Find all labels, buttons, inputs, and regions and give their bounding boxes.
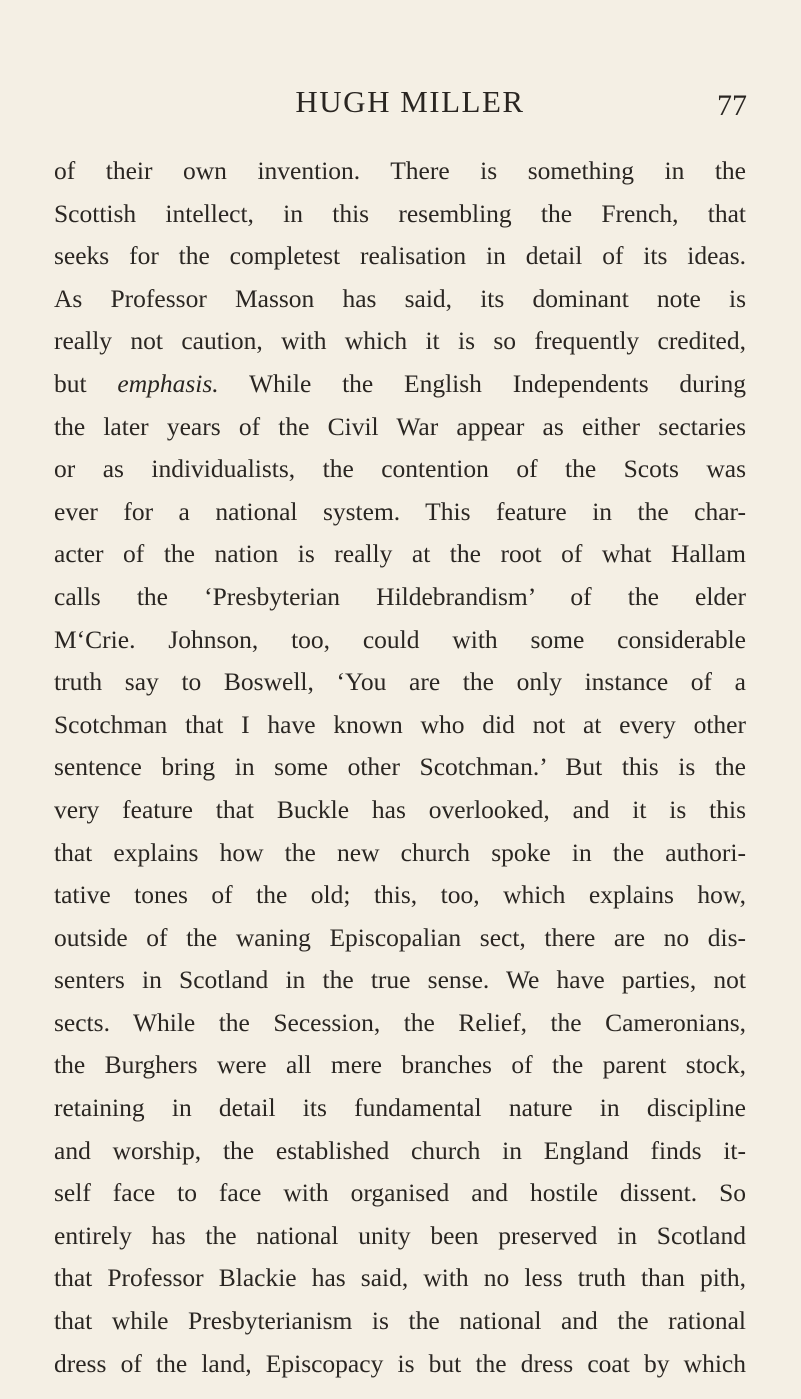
body-text	[54, 150, 746, 1385]
text-line: M‘Crie. Johnson, too, could with some considerable	[54, 624, 746, 654]
text-line: As Professor Masson has said, its dominant note is	[54, 283, 746, 313]
text-line: sects. While the Secession, the Relief, the Cameronians,	[54, 1007, 746, 1037]
text-line: dress of the land, Episcopacy is but the dress coat by which	[54, 1348, 746, 1378]
text-line: retaining in detail its fundamental nature in discipline	[54, 1093, 746, 1123]
text-line: tative tones of the old; this, too, which explains how,	[54, 880, 746, 910]
text-line: or as individualists, the contention of the Scots was	[54, 454, 746, 484]
text-line: that Professor Blackie has said, with no less truth than pith,	[54, 1263, 746, 1293]
text-line: that explains how the new church spoke in the authori-	[54, 837, 746, 867]
text-line: the later years of the Civil War appear as either sectaries	[54, 411, 746, 441]
text-line: seeks for the completest realisation in detail of its ideas.	[54, 241, 746, 271]
text-line: Scotchman that I have known who did not at every other	[54, 709, 746, 739]
page-number: 77	[717, 89, 747, 122]
text-line: entirely has the national unity been preserved in Scotland	[54, 1220, 746, 1250]
text-line: outside of the waning Episcopalian sect, there are no dis-	[54, 922, 746, 952]
text-line	[54, 363, 746, 406]
text-line: really not caution, with which it is so frequently credited,	[54, 326, 746, 356]
text-line: acter of the nation is really at the root of what Hallam	[54, 539, 746, 569]
running-head	[0, 84, 801, 120]
text-line: the Burghers were all mere branches of the parent stock,	[54, 1050, 746, 1080]
text-line: Scottish intellect, in this resembling the French, that	[54, 198, 746, 228]
text-segment: but	[54, 368, 118, 398]
text-segment: While the English Independents during	[218, 368, 747, 398]
text-line: self face to face with organised and hostile dissent. So	[54, 1178, 746, 1208]
text-line: ever for a national system. This feature in the char-	[54, 496, 746, 526]
text-line: and worship, the established church in England finds it-	[54, 1135, 746, 1165]
text-line: of their own invention. There is something in the	[54, 156, 746, 185]
text-line: very feature that Buckle has overlooked, and it is this	[54, 794, 746, 824]
text-line: senters in Scotland in the true sense. We have parties, not	[54, 965, 746, 995]
text-line: truth say to Boswell, ‘You are the only instance of a	[54, 667, 746, 697]
text-line: calls the ‘Presbyterian Hildebrandism’ of the elder	[54, 581, 746, 611]
text-line: that while Presbyterianism is the national and the rational	[54, 1306, 746, 1336]
text-line: sentence bring in some other Scotchman.’ But this is the	[54, 752, 746, 782]
running-title: HUGH MILLER	[295, 84, 525, 119]
italic-emphasis: emphasis.	[117, 368, 219, 398]
